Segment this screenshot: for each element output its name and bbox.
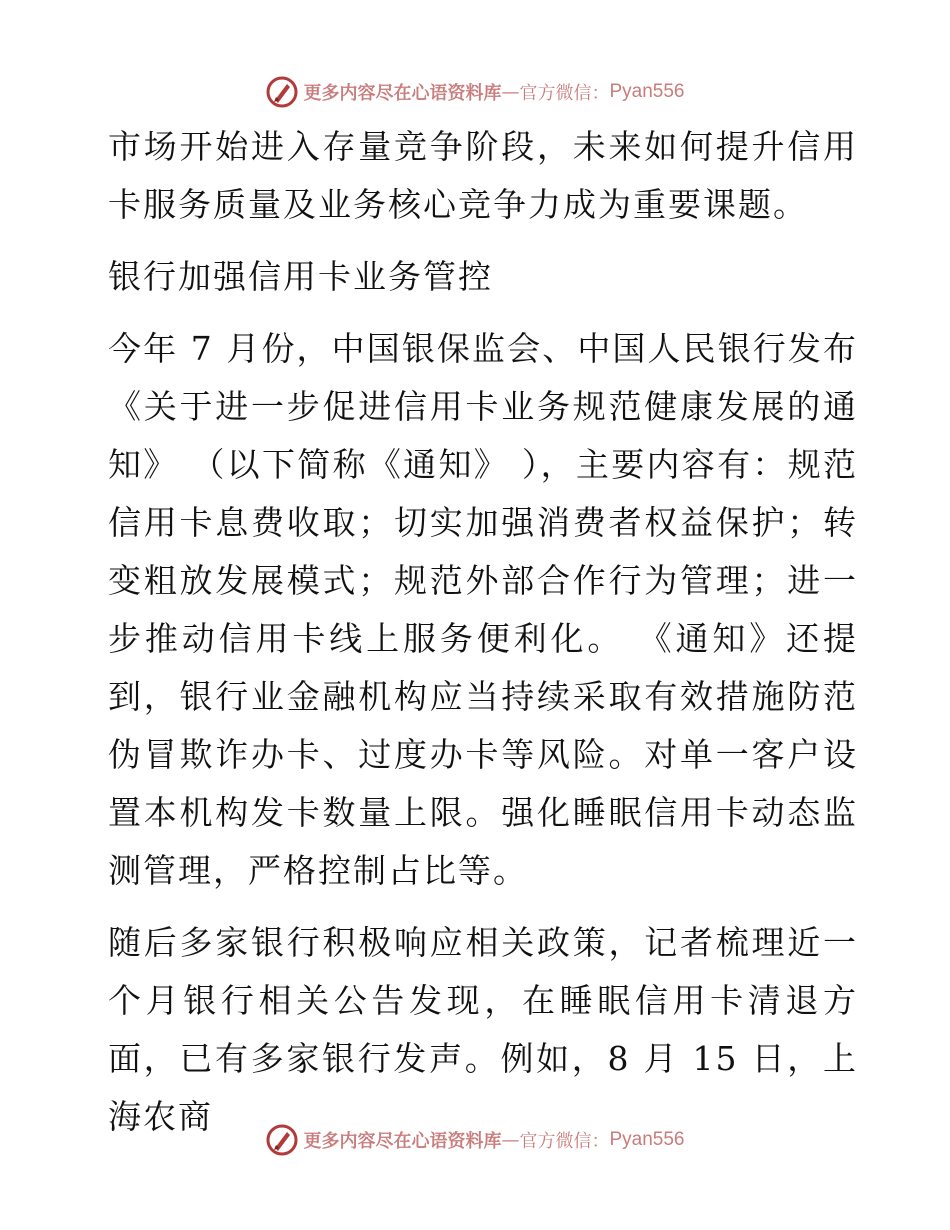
watermark-wechat-id: Pyan556 (609, 1129, 685, 1150)
watermark-dash: — (501, 81, 520, 103)
watermark-wechat-id: Pyan556 (609, 81, 685, 102)
pen-circle-logo-icon (265, 1123, 299, 1157)
document-body (98, 118, 858, 1146)
paragraph-2: 今年 7 月份，中国银保监会、中国人民银行发布《关于进一步促进信用卡业务规范健康发展的通知》 （以下简称《通知》 ），主要内容有：规范信用卡息费收取；切实加强消费者权益保护；转变粗放发展模式；规范外部合作行为管理；进一步推动信用卡线上服务便利化。 《通知》还提到，银行业金融机构应当持续采取有效措施防范伪冒欺诈办卡、过度办卡等风险。对单一客户设置本机构发卡数量上限。强化睡眠信用卡动态监测管理，严格控制占比等。 (108, 329, 858, 890)
watermark-dash: — (501, 1129, 520, 1151)
paragraph-1: 市场开始进入存量竞争阶段，未来如何提升信用卡服务质量及业务核心竞争力成为重要课题。 (108, 127, 858, 224)
section-heading: 银行加强信用卡业务管控 (108, 257, 493, 296)
watermark-sub-text: 官方微信： (519, 1131, 610, 1152)
header-watermark (0, 72, 950, 112)
paragraph-3: 随后多家银行积极响应相关政策，记者梳理近一个月银行相关公告发现，在睡眠信用卡清退方面，已有多家银行发声。例如，8 月 15 日，上海农商 (108, 923, 858, 1136)
watermark-main-text: 更多内容尽在心语资料库 (303, 1131, 502, 1152)
watermark-sub-text: 官方微信： (519, 83, 610, 104)
footer-watermark (0, 1120, 950, 1160)
watermark-main-text: 更多内容尽在心语资料库 (303, 83, 502, 104)
pen-circle-logo-icon (265, 75, 299, 109)
